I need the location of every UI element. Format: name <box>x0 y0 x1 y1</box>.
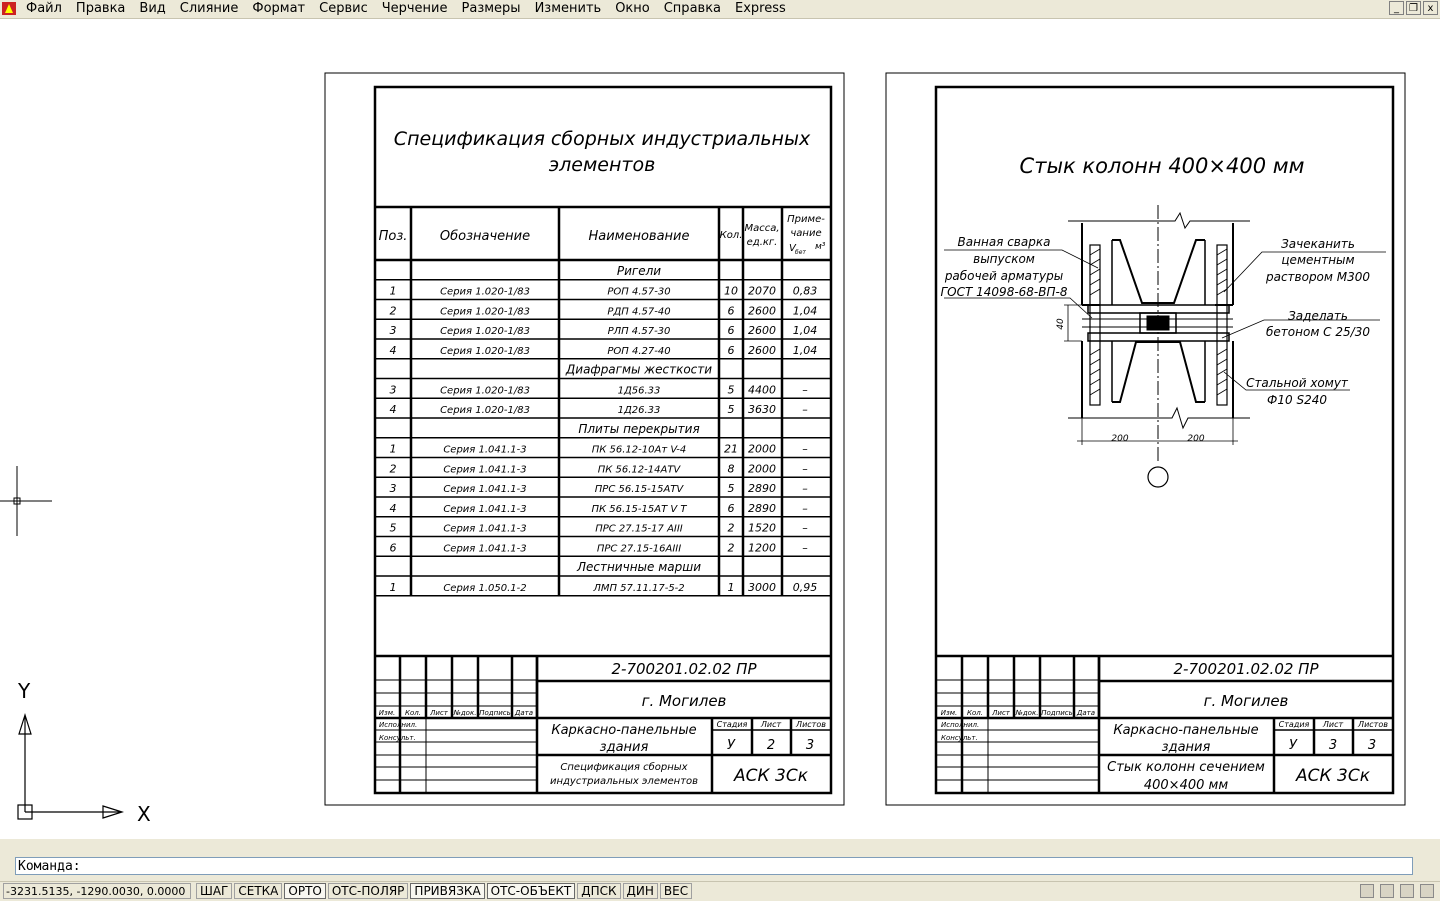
spec-qty-4: 6 <box>727 343 735 357</box>
menu-item-3[interactable]: Слияние <box>179 1 239 16</box>
status-toggles <box>196 883 692 899</box>
spec-mass-10: 2000 <box>748 462 776 476</box>
spec-designation-10: Серия 1.041.1-3 <box>443 464 527 476</box>
drawing-area[interactable] <box>0 19 1440 839</box>
dim-right: 200 <box>1187 434 1205 444</box>
spec-qty-16: 1 <box>727 580 735 594</box>
stamp-project-1: Каркасно-панельные <box>1113 723 1259 738</box>
status-toggle-2[interactable]: ОРТО <box>284 883 325 899</box>
stamp-org: АСК 3Ск <box>734 766 808 786</box>
spec-group-15: Лестничные марши <box>576 560 702 574</box>
spec-mass-7: 3630 <box>748 403 776 416</box>
spec-mass-3: 2600 <box>748 324 776 337</box>
spec-mass-12: 2890 <box>748 501 776 515</box>
stamp-label-ndok: №док. <box>453 709 477 717</box>
status-toggle-4[interactable]: ПРИВЯЗКА <box>410 883 484 899</box>
stamp-sheet-value: 2 <box>766 738 776 753</box>
spec-name-4: РОП 4.27-40 <box>607 345 671 357</box>
header-designation: Обозначение <box>439 229 531 244</box>
spec-pos-16: 1 <box>389 580 397 594</box>
spec-note-2: 1,04 <box>792 304 818 318</box>
ucs-x-label: X <box>137 802 151 826</box>
spec-group-5: Диафрагмы жесткости <box>565 362 713 377</box>
sheet-1-layout[interactable] <box>325 73 844 805</box>
menu-item-9[interactable]: Окно <box>615 1 650 16</box>
menu-item-6[interactable]: Черчение <box>381 1 448 16</box>
menu-item-5[interactable]: Сервис <box>319 1 368 16</box>
spec-note-9: – <box>802 442 808 456</box>
header-note-1: Приме- <box>787 214 825 225</box>
spec-name-1: РОП 4.57-30 <box>607 286 671 298</box>
stamp-label-konsult: Консульт. <box>941 734 978 742</box>
spec-note-12: – <box>802 501 808 515</box>
menu-item-2[interactable]: Вид <box>139 1 166 16</box>
spec-mass-2: 2600 <box>748 304 776 318</box>
header-pos: Поз. <box>378 229 408 244</box>
spec-name-2: РДП 4.57-40 <box>607 306 671 318</box>
spec-mass-11: 2890 <box>748 482 776 495</box>
spec-note-16: 0,95 <box>792 580 818 594</box>
spec-qty-1: 10 <box>724 284 738 298</box>
spec-mass-4: 2600 <box>748 343 776 357</box>
stamp-sheet-title-1: Спецификация сборных <box>560 762 688 773</box>
spec-designation-2: Серия 1.020-1/83 <box>440 306 530 318</box>
stamp-label-podpis: Подпись <box>1041 709 1073 717</box>
menu-item-0[interactable]: Файл <box>26 1 62 16</box>
spec-designation-11: Серия 1.041.1-3 <box>443 484 527 495</box>
note-grout-3: раствором М300 <box>1265 270 1371 284</box>
spec-mass-16: 3000 <box>748 580 776 594</box>
close-button[interactable]: x <box>1423 1 1438 15</box>
sheet2-title: Стык колонн 400×400 мм <box>1019 154 1305 178</box>
window-controls <box>1389 1 1438 15</box>
menu-item-10[interactable]: Справка <box>663 1 722 16</box>
spec-group-0: Ригели <box>616 263 662 278</box>
spec-name-16: ЛМП 57.11.17-5-2 <box>593 582 685 594</box>
spec-mass-13: 1520 <box>748 521 776 535</box>
stamp-project-1: Каркасно-панельные <box>551 723 697 738</box>
stamp-sheets-value: 3 <box>805 738 815 753</box>
spec-pos-14: 6 <box>389 541 397 555</box>
lock-icon[interactable] <box>1380 884 1394 898</box>
tray-settings-icon[interactable] <box>1400 884 1414 898</box>
header-note-3: V <box>789 243 796 254</box>
note-clamp-1: Стальной хомут <box>1246 376 1348 390</box>
stamp-sheet-title-2: 400×400 мм <box>1143 778 1229 793</box>
drawing-canvas[interactable] <box>0 19 1440 839</box>
spec-name-10: ПК 56.12-14АТV <box>597 464 681 476</box>
stamp-label-ispolnil: Исполнил. <box>941 721 980 729</box>
spec-pos-6: 3 <box>389 383 397 397</box>
header-note-sub: бет <box>795 249 806 256</box>
spec-pos-3: 3 <box>389 324 397 337</box>
sheet-2-layout[interactable] <box>886 73 1405 805</box>
stamp-code: 2-700201.02.02 ПР <box>1173 660 1319 678</box>
stamp-project-2: здания <box>1161 740 1211 755</box>
ucs-y-label: Y <box>18 679 31 703</box>
header-name: Наименование <box>588 229 690 244</box>
spec-designation-1: Серия 1.020-1/83 <box>440 286 530 298</box>
dim-gap: 40 <box>1056 318 1066 330</box>
spec-pos-7: 4 <box>389 403 397 416</box>
stamp-label-ispolnil: Исполнил. <box>379 721 418 729</box>
spec-group-8: Плиты перекрытия <box>578 421 700 436</box>
spec-mass-14: 1200 <box>748 541 776 555</box>
note-grout-2: цементным <box>1281 253 1355 267</box>
status-toggle-7[interactable]: ДИН <box>623 883 658 899</box>
spec-name-9: ПК 56.12-10Ат V-4 <box>591 444 687 456</box>
spec-note-7: – <box>802 403 808 416</box>
spec-pos-11: 3 <box>389 482 397 495</box>
note-concrete-2: бетоном С 25/30 <box>1266 325 1370 339</box>
stamp-label-izm: Изм. <box>378 709 396 717</box>
spec-note-4: 1,04 <box>792 343 818 357</box>
spec-pos-1: 1 <box>389 284 397 298</box>
crosshair-cursor <box>0 466 52 536</box>
stamp-project-2: здания <box>599 740 649 755</box>
spec-designation-3: Серия 1.020-1/83 <box>440 326 530 337</box>
spec-designation-4: Серия 1.020-1/83 <box>440 345 530 357</box>
note-weld-4: ГОСТ 14098-68-ВП-8 <box>940 285 1068 299</box>
restore-button[interactable]: ❐ <box>1406 1 1421 15</box>
spec-note-11: – <box>802 482 808 495</box>
spec-mass-9: 2000 <box>748 442 776 456</box>
spec-pos-13: 5 <box>389 521 397 535</box>
spec-note-13: – <box>802 521 808 535</box>
spec-pos-10: 2 <box>389 462 397 476</box>
stamp-sheet-title-1: Стык колонн сечением <box>1107 760 1265 775</box>
stamp-label-data: Дата <box>1076 709 1096 717</box>
spec-pos-2: 2 <box>389 304 397 318</box>
spec-qty-11: 5 <box>727 482 735 495</box>
menu-item-1[interactable]: Правка <box>75 1 126 16</box>
spec-name-7: 1Д26.33 <box>617 405 661 416</box>
spec-note-14: – <box>802 541 808 555</box>
sheet1-title-line1: Спецификация сборных индустриальных <box>393 128 811 150</box>
spec-qty-10: 8 <box>727 462 735 476</box>
note-clamp-2: Ф10 S240 <box>1267 393 1327 407</box>
menu-bar <box>0 0 1440 19</box>
stamp-label-list2: Лист <box>760 720 782 729</box>
spec-note-1: 0,83 <box>792 284 818 298</box>
status-toggle-1[interactable]: СЕТКА <box>234 883 282 899</box>
minimize-button[interactable]: _ <box>1389 1 1404 15</box>
spec-designation-6: Серия 1.020-1/83 <box>440 385 530 397</box>
note-grout-1: Зачеканить <box>1281 237 1355 251</box>
status-tray <box>1360 884 1434 898</box>
stamp-sheet-title-2: индустриальных элементов <box>549 776 699 787</box>
stamp-label-listov: Листов <box>1358 720 1388 729</box>
spec-designation-16: Серия 1.050.1-2 <box>443 582 527 594</box>
stamp-city: г. Могилев <box>641 692 727 710</box>
stamp-label-list: Лист <box>430 709 448 717</box>
ucs-icon <box>18 715 122 819</box>
spec-qty-9: 21 <box>724 442 738 456</box>
spec-pos-9: 1 <box>389 442 397 456</box>
spec-designation-13: Серия 1.041.1-3 <box>443 523 527 535</box>
stamp-label-stadiya: Стадия <box>716 720 748 729</box>
stamp-label-ndok: №док. <box>1015 709 1039 717</box>
stamp-label-list: Лист <box>992 709 1010 717</box>
note-weld-2: выпуском <box>973 252 1035 266</box>
spec-name-12: ПК 56.15-15АТ V Т <box>591 503 687 515</box>
menu-item-7[interactable]: Размеры <box>461 1 521 16</box>
spec-name-6: 1Д56.33 <box>617 385 661 397</box>
spec-pos-4: 4 <box>389 343 397 357</box>
header-mass-1: Масса, <box>744 223 780 234</box>
stamp-label-kol: Кол. <box>967 709 983 717</box>
header-note-2: чание <box>790 228 822 239</box>
spec-pos-12: 4 <box>389 501 397 515</box>
command-zone <box>0 839 1440 881</box>
stamp-label-izm: Изм. <box>940 709 958 717</box>
status-bar <box>0 881 1440 901</box>
spec-qty-12: 6 <box>727 501 735 515</box>
spec-qty-2: 6 <box>727 304 735 318</box>
spec-qty-7: 5 <box>727 403 735 416</box>
status-toggle-5[interactable]: ОТС-ОБЪЕКТ <box>487 883 576 899</box>
note-concrete-1: Заделать <box>1288 309 1348 323</box>
spec-designation-7: Серия 1.020-1/83 <box>440 405 530 416</box>
status-toggle-3[interactable]: ОТС-ПОЛЯР <box>328 883 409 899</box>
stamp-city: г. Могилев <box>1203 692 1289 710</box>
spec-name-14: ПРС 27.15-16АIII <box>596 543 682 555</box>
spec-qty-14: 2 <box>727 541 735 555</box>
spec-designation-9: Серия 1.041.1-3 <box>443 444 527 456</box>
spec-qty-6: 5 <box>727 383 735 397</box>
spec-designation-14: Серия 1.041.1-3 <box>443 543 527 555</box>
stamp-sheets-value: 3 <box>1367 738 1377 753</box>
status-toggle-8[interactable]: ВЕС <box>660 883 692 899</box>
spec-name-13: ПРС 27.15-17 АIII <box>595 523 683 535</box>
spec-qty-3: 6 <box>727 324 735 337</box>
stamp-label-listov: Листов <box>796 720 826 729</box>
status-toggle-0[interactable]: ШАГ <box>196 883 232 899</box>
stamp-label-data: Дата <box>514 709 534 717</box>
stamp-label-kol: Кол. <box>405 709 421 717</box>
note-weld-1: Ванная сварка <box>957 235 1051 249</box>
stamp-code: 2-700201.02.02 ПР <box>611 660 757 678</box>
status-toggle-6[interactable]: ДПСК <box>577 883 620 899</box>
communication-center-icon[interactable] <box>1360 884 1374 898</box>
header-qty: Кол. <box>719 230 743 241</box>
stamp-label-konsult: Консульт. <box>379 734 416 742</box>
spec-name-11: ПРС 56.15-15АТV <box>594 484 684 495</box>
command-line-input[interactable]: Команда: <box>15 857 1413 875</box>
stamp-org: АСК 3Ск <box>1296 766 1370 786</box>
stamp-label-podpis: Подпись <box>479 709 511 717</box>
stamp-label-list2: Лист <box>1322 720 1344 729</box>
spec-qty-13: 2 <box>727 521 735 535</box>
stamp-label-stadiya: Стадия <box>1278 720 1310 729</box>
spec-name-3: РЛП 4.57-30 <box>607 326 671 337</box>
spec-note-10: – <box>802 462 808 476</box>
menu-item-4[interactable]: Формат <box>252 1 306 16</box>
coordinate-readout[interactable]: -3231.5135, -1290.0030, 0.0000 <box>3 883 191 899</box>
header-mass-2: ед.кг. <box>746 237 778 248</box>
spec-note-3: 1,04 <box>792 324 818 337</box>
dim-left: 200 <box>1111 434 1129 444</box>
spec-designation-12: Серия 1.041.1-3 <box>443 503 527 515</box>
spec-note-6: – <box>802 383 808 397</box>
menu-item-8[interactable]: Изменить <box>534 1 602 16</box>
spec-mass-6: 4400 <box>748 383 776 397</box>
spec-mass-1: 2070 <box>748 284 776 298</box>
autocad-app-icon[interactable] <box>2 2 16 15</box>
stamp-stage-value: У <box>1289 738 1297 753</box>
note-weld-3: рабочей арматуры <box>944 269 1064 283</box>
header-note-unit: м³ <box>815 242 826 252</box>
stamp-stage-value: У <box>727 738 735 753</box>
menu-item-11[interactable]: Express <box>735 1 786 16</box>
menu-items <box>26 0 786 18</box>
clean-screen-icon[interactable] <box>1420 884 1434 898</box>
sheet1-title-line2: элементов <box>548 154 656 176</box>
stamp-sheet-value: 3 <box>1328 738 1338 753</box>
